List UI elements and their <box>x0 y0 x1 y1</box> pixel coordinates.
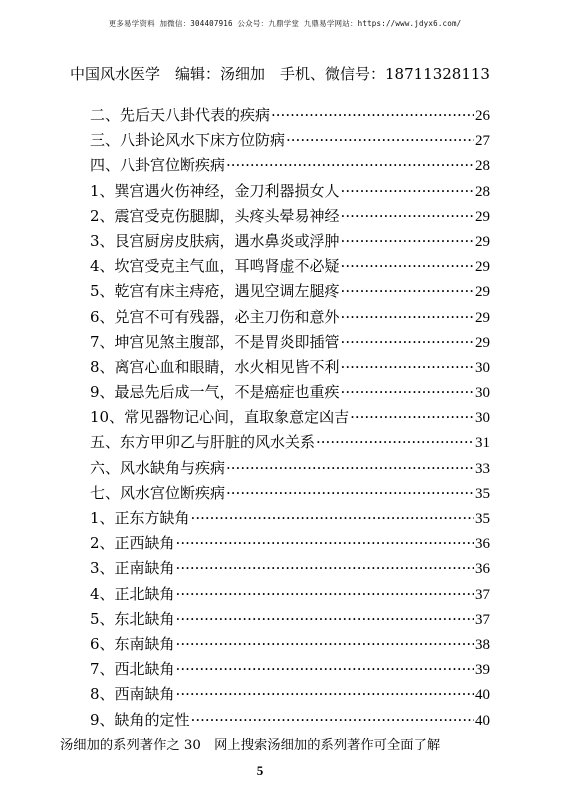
toc-dot-leader <box>176 556 474 581</box>
toc-entry-page: 30 <box>475 359 490 376</box>
toc-dot-leader <box>341 330 474 355</box>
toc-entry <box>90 556 490 581</box>
toc-entry <box>90 229 490 254</box>
toc-dot-leader <box>176 582 474 607</box>
toc-entry-title: 1、巽宫遇火伤神经，金刀利器损女人 <box>90 181 340 200</box>
toc-entry-page: 27 <box>475 133 490 150</box>
toc-entry <box>90 632 490 657</box>
toc-entry <box>90 607 490 632</box>
toc-entry-title: 五、东方甲卯乙与肝脏的风水关系 <box>90 433 316 452</box>
toc-entry <box>90 481 490 506</box>
toc-entry-title: 6、兑宫不可有残器，必主刀伤和意外 <box>90 307 340 326</box>
toc-entry-page: 35 <box>475 511 490 527</box>
toc-dot-leader <box>176 632 474 657</box>
toc-entry-page: 40 <box>475 687 490 704</box>
toc-dot-leader <box>341 305 474 330</box>
toc-entry-title: 5、东北缺角 <box>90 609 175 628</box>
toc-entry <box>90 153 490 178</box>
toc-entry <box>90 254 490 279</box>
toc-entry <box>90 456 490 481</box>
toc-entry-title: 1、正东方缺角 <box>90 509 190 527</box>
toc-entry-title: 六、风水缺角与疾病 <box>90 458 226 477</box>
toc-entry-title: 9、最忌先后成一气，不是癌症也重疾 <box>90 383 340 402</box>
toc-entry-page: 28 <box>475 183 490 200</box>
toc-entry-page: 29 <box>475 284 490 301</box>
toc-entry <box>90 380 490 405</box>
toc-entry-title: 四、八卦宫位断疾病 <box>90 156 226 175</box>
toc-entry <box>90 657 490 682</box>
toc-entry-page: 33 <box>475 460 490 477</box>
toc-dot-leader <box>341 179 474 204</box>
toc-entry-page: 31 <box>475 435 490 452</box>
toc-entry-page: 28 <box>475 158 490 175</box>
toc-entry-page: 39 <box>475 662 490 679</box>
toc-dot-leader <box>176 531 474 556</box>
toc-entry <box>90 128 490 153</box>
document-header: 中国风水医学 编辑：汤细加 手机、微信号：18711328113 <box>70 65 490 83</box>
toc-dot-leader <box>176 657 474 682</box>
top-banner: 更多易学资料 加微信：304407916 公众号：九鼎学堂 九鼎易学网站：https://www.jdyx6.com/ <box>108 19 462 28</box>
toc-dot-leader <box>226 456 474 481</box>
toc-entry-title: 2、正西缺角 <box>90 534 175 553</box>
toc-entry-title: 七、风水宫位断疾病 <box>90 483 226 502</box>
toc-entry-page: 36 <box>475 561 490 578</box>
toc-entry-title: 3、艮宫厨房皮肤病，遇水鼻炎或浮肿 <box>90 231 340 250</box>
toc-entry-title: 4、坎宫受克主气血，耳鸣肾虚不必疑 <box>90 257 340 276</box>
toc-entry-page: 29 <box>475 309 490 326</box>
toc-entry-title: 10、常见器物记心间，直取象意定凶吉 <box>90 408 350 427</box>
toc-entry-page: 29 <box>475 259 490 276</box>
toc-dot-leader <box>341 204 474 229</box>
toc-entry-title: 三、八卦论风水下床方位防病 <box>90 131 286 150</box>
toc-dot-leader <box>341 279 474 304</box>
toc-dot-leader <box>341 254 474 279</box>
toc-dot-leader <box>341 229 474 254</box>
toc-entry-title: 9、缺角的定性 <box>90 710 190 729</box>
toc-dot-leader <box>271 103 474 128</box>
toc-entry-title: 3、正南缺角 <box>90 559 175 578</box>
toc-entry-page: 30 <box>475 410 490 427</box>
toc-entry-title: 二、先后天八卦代表的疾病 <box>90 106 271 124</box>
toc-entry <box>90 582 490 607</box>
toc-entry <box>90 330 490 355</box>
toc-entry-title: 5、乾宫有床主痔疮，遇见空调左腿疼 <box>90 282 340 301</box>
toc-entry-title: 7、坤宫见煞主腹部，不是胃炎即插管 <box>90 332 340 351</box>
toc-entry-title: 6、东南缺角 <box>90 634 175 653</box>
toc-entry-title: 7、西北缺角 <box>90 660 175 679</box>
toc-entry-title: 2、震宫受克伤腿脚，头疼头晕易神经 <box>90 206 340 225</box>
toc-dot-leader <box>350 405 474 430</box>
toc-entry <box>90 708 490 733</box>
toc-entry-page: 36 <box>475 536 490 553</box>
page-number: 5 <box>256 763 264 778</box>
toc-dot-leader <box>176 682 474 707</box>
toc-dot-leader <box>286 128 474 153</box>
toc-entry <box>90 405 490 430</box>
toc-entry <box>90 305 490 330</box>
toc-dot-leader <box>226 153 474 178</box>
toc-entry <box>90 430 490 455</box>
toc-entry <box>90 355 490 380</box>
toc-entry-page: 30 <box>475 385 490 402</box>
toc-dot-leader <box>316 430 474 455</box>
toc-entry-page: 37 <box>475 586 490 603</box>
toc-entry <box>90 506 490 531</box>
toc-dot-leader <box>191 506 474 531</box>
toc-entry-page: 40 <box>475 712 490 729</box>
toc-entry-title: 8、离宫心血和眼睛，水火相见皆不利 <box>90 357 340 376</box>
toc-entry-page: 29 <box>475 334 490 351</box>
toc-entry <box>90 103 490 128</box>
toc-entry-page: 38 <box>475 636 490 653</box>
toc-dot-leader <box>341 355 474 380</box>
toc-entry <box>90 279 490 304</box>
toc-dot-leader <box>176 607 474 632</box>
toc-dot-leader <box>341 380 474 405</box>
table-of-contents <box>90 103 490 733</box>
toc-entry <box>90 179 490 204</box>
toc-entry <box>90 204 490 229</box>
toc-entry-title: 8、西南缺角 <box>90 685 175 704</box>
toc-entry-page: 26 <box>475 108 490 124</box>
toc-entry-page: 37 <box>475 611 490 628</box>
toc-entry-page: 29 <box>475 233 490 250</box>
toc-entry <box>90 531 490 556</box>
toc-entry-page: 35 <box>475 485 490 502</box>
toc-entry <box>90 682 490 707</box>
document-footer: 汤细加的系列著作之 30 网上搜索汤细加的系列著作可全面了解 <box>60 738 441 753</box>
toc-dot-leader <box>226 481 474 506</box>
toc-entry-title: 4、正北缺角 <box>90 584 175 603</box>
toc-dot-leader <box>191 708 474 733</box>
toc-entry-page: 29 <box>475 208 490 225</box>
